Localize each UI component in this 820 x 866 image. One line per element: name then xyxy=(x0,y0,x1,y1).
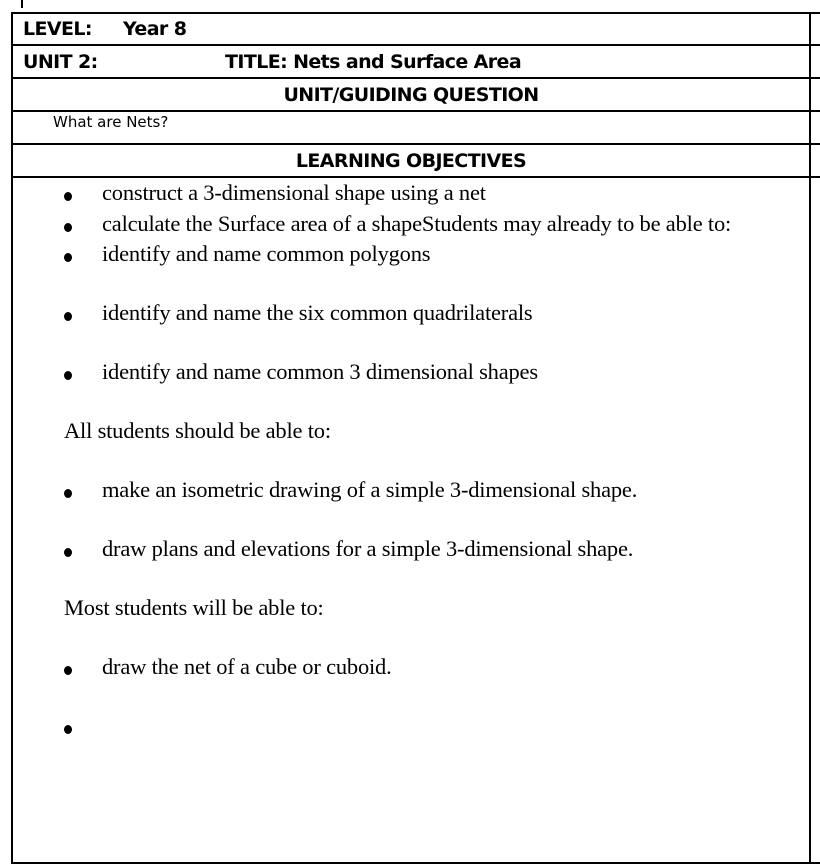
bullet-icon xyxy=(64,178,74,208)
objective-text: draw the net of a cube or cuboid. xyxy=(102,654,392,679)
bullet-icon xyxy=(64,711,74,741)
guiding-question-heading: UNIT/GUIDING QUESTION xyxy=(283,84,539,106)
objective-text: identify and name the six common quadrilaterals xyxy=(102,300,533,325)
guiding-question-row xyxy=(11,110,820,143)
bullet-icon xyxy=(64,357,74,387)
level-row xyxy=(11,12,820,44)
unit-title: TITLE: Nets and Surface Area xyxy=(225,51,522,73)
level-label: LEVEL: xyxy=(23,18,92,40)
bullet-icon xyxy=(64,652,74,682)
guiding-heading-cell xyxy=(13,79,811,110)
objectives-body-row xyxy=(11,176,820,864)
unit-row xyxy=(11,44,820,77)
group-label-text: All students should be able to: xyxy=(64,418,331,443)
unit-label: UNIT 2: xyxy=(23,51,98,73)
objective-text: make an isometric drawing of a simple 3-dimensional shape. xyxy=(102,477,638,502)
guiding-heading-row xyxy=(11,77,820,110)
bullet-icon xyxy=(64,209,74,239)
objectives-heading-cell xyxy=(13,145,811,176)
bullet-icon xyxy=(64,475,74,505)
learning-objectives-heading: LEARNING OBJECTIVES xyxy=(295,150,527,172)
objectives-heading-row xyxy=(11,143,820,176)
objective-text: identify and name common 3 dimensional shapes xyxy=(102,359,538,384)
objective-text: calculate the Surface area of a shapeStudents may already to be able to: xyxy=(102,211,732,236)
objectives-body-cell xyxy=(13,178,811,862)
objective-text: draw plans and elevations for a simple 3-dimensional shape. xyxy=(102,536,634,561)
level-cell xyxy=(13,14,811,44)
bullet-icon xyxy=(64,534,74,564)
bullet-icon xyxy=(64,239,74,269)
objective-text: construct a 3-dimensional shape using a net xyxy=(102,180,486,205)
bullet-icon xyxy=(64,298,74,328)
guiding-question-text: What are Nets? xyxy=(53,113,169,131)
group-label-text: Most students will be able to: xyxy=(64,595,324,620)
level-value: Year 8 xyxy=(123,18,187,40)
unit-cell xyxy=(13,46,811,77)
unit-plan-table xyxy=(11,12,820,864)
guiding-question-cell xyxy=(13,112,811,143)
text-cursor xyxy=(21,0,23,8)
objective-text: identify and name common polygons xyxy=(102,241,431,266)
